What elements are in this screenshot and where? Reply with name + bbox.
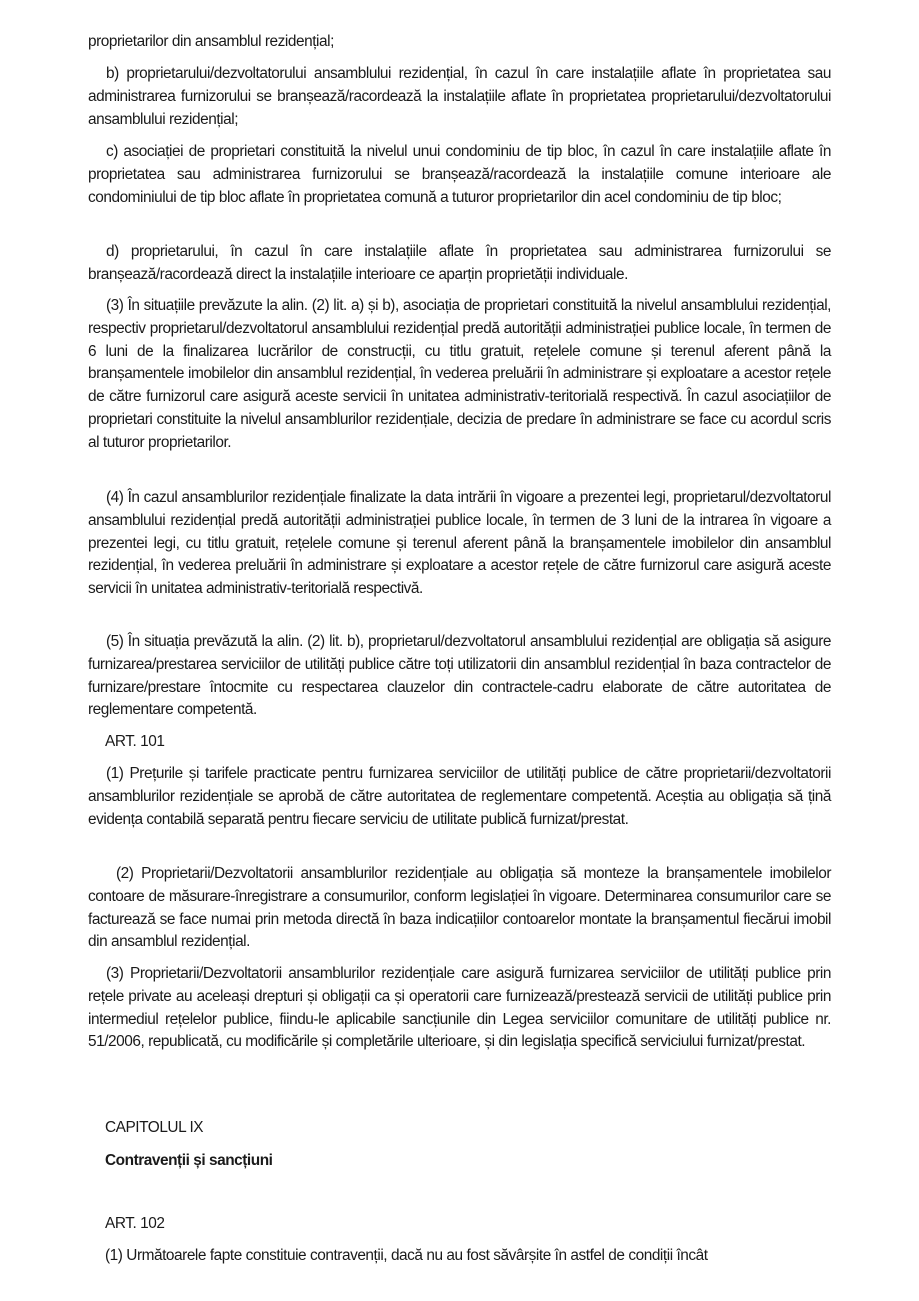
paragraph-art101-alin-2: (2) Proprietarii/Dezvoltatorii ansamblurilor rezidențiale au obligația să monteze la branșamentele imobilelor contoare de măsurare-înregistrare a consumurilor, conform legislației în vigoare. Determinarea consumurilor care se facturează se face numai prin metoda directă în baza indicațiilor contoarelor montate la branșamentul fiecărui imobil din ansamblul rezidențial.: [88, 865, 831, 951]
paragraph-continuation: proprietarilor din ansamblul rezidențial;: [88, 33, 334, 50]
paragraph-alin-4: (4) În cazul ansamblurilor rezidențiale finalizate la data intrării în vigoare a prezentei legi, proprietarul/dezvoltatorul ansamblului rezidențial predă autorității administrației publice locale, în termen de 3 luni de la intrarea în vigoare a prezentei legi, cu titlu gratuit, rețelele comune și terenul aferent până la branșamentele imobilelor din ansamblul rezidențial, în vederea preluării în administrare și exploatare a acestor rețele de către furnizorul care asigură aceste servicii în unitatea administrativ-teritorială respectivă.: [88, 489, 831, 598]
paragraph-letter-d: d) proprietarului, în cazul în care instalațiile aflate în proprietatea sau administrarea furnizorului se branșează/racordează direct la instalațiile interioare ce aparțin proprietății individuale.: [88, 243, 831, 283]
paragraph-letter-b: b) proprietarului/dezvoltatorului ansamblului rezidențial, în cazul în care instalațiile aflate în proprietatea sau administrarea furnizorului se branșează/racordează la instalațiile aflate în proprietatea proprietarului/dezvoltatorului ansamblului rezidențial;: [88, 65, 831, 128]
chapter-number: CAPITOLUL IX: [105, 1119, 204, 1136]
paragraph-alin-5: (5) În situația prevăzută la alin. (2) lit. b), proprietarul/dezvoltatorul ansamblului rezidențial are obligația să asigure furnizarea/prestarea serviciilor de utilități publice către toți utilizatorii din ansamblul rezidențial în baza contractelor de furnizare/prestare întocmite cu respectarea clauzelor din contractele-cadru elaborate de către autoritatea de reglementare competentă.: [88, 633, 831, 719]
article-heading-101: ART. 101: [105, 733, 165, 750]
paragraph-art101-alin-1: (1) Prețurile și tarifele practicate pentru furnizarea serviciilor de utilități publice de către proprietarii/dezvoltatorii ansamblurilor rezidențiale se aprobă de către autoritatea de reglementare competentă. Aceștia au obligația să țină evidența contabilă separată pentru fiecare serviciu de utilitate publică furnizat/prestat.: [88, 765, 831, 828]
paragraph-art101-alin-3: (3) Proprietarii/Dezvoltatorii ansamblurilor rezidențiale care asigură furnizarea serviciilor de utilități publice prin rețele private au aceleași drepturi și obligații ca și operatorii care furnizează/prestează servicii de utilități publice prin intermediul rețelelor publice, fiindu-le aplicabile sancțiunile din Legea serviciilor comunitare de utilități publice nr. 51/2006, republicată, cu modificările și completările ulterioare, și din legislația specifică serviciului furnizat/prestat.: [88, 965, 831, 1051]
paragraph-art102-alin-1: (1) Următoarele fapte constituie contravenții, dacă nu au fost săvârșite în astfel de condiții încât: [105, 1247, 708, 1264]
paragraph-letter-c: c) asociației de proprietari constituită la nivelul unui condominiu de tip bloc, în cazul în care instalațiile aflate în proprietatea sau administrarea furnizorului se branșează/racordează la instalațiile comune interioare ale condominiului de tip bloc aflate în proprietatea comună a tuturor proprietarilor din acel condominiu de tip bloc;: [88, 143, 831, 206]
chapter-title: Contravenții și sancțiuni: [105, 1152, 273, 1169]
paragraph-alin-3: (3) În situațiile prevăzute la alin. (2) lit. a) și b), asociația de proprietari constituită la nivelul ansamblului rezidențial, respectiv proprietarul/dezvoltatorul ansamblului rezidențial predă autorității administrației publice locale, în termen de 6 luni de la finalizarea lucrărilor de construcții, cu titlu gratuit, rețelele comune și terenul aferent până la branșamentele imobilelor din ansamblul rezidențial, în vederea preluării în administrare și exploatare a acestor rețele de către furnizorul care asigură aceste servicii în unitatea administrativ-teritorială respectivă. În cazul asociațiilor de proprietari constituite la nivelul ansamblurilor rezidențiale, decizia de predare în administrare se face cu acordul scris al tuturor proprietarilor.: [88, 297, 831, 451]
article-heading-102: ART. 102: [105, 1215, 165, 1232]
